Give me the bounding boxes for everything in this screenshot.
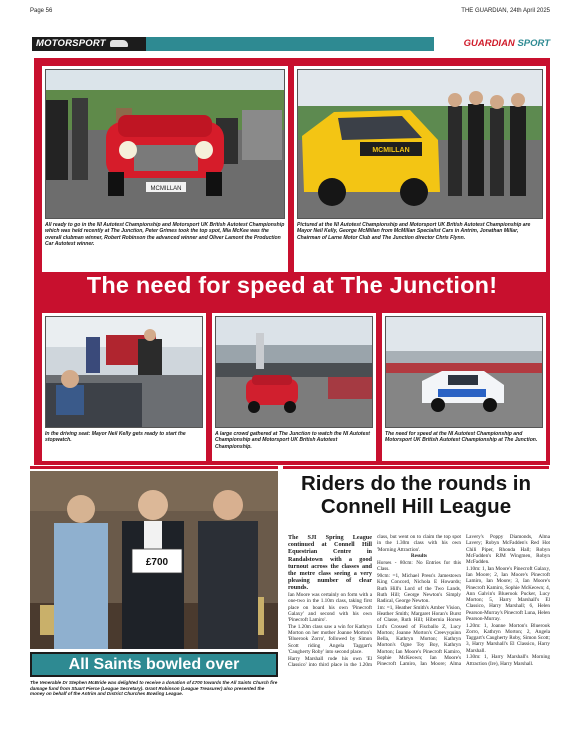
caption-bowling-donation: The Venerable Dr Stephen McBride was delighted to receive a donation of £700 towards the All Saints Church fire damage fund from Stuart Pierce (League Secretary). Grant Robinson (League Treasurer) also presented the money on behalf of the Antrim and District Churches Bowling League. bbox=[30, 680, 278, 697]
page-date: THE GUARDIAN, 24th April 2025 bbox=[461, 8, 550, 14]
caption-autotest-winners: All ready to go in the NI Autotest Championship and Motorsport UK British Autotest Championship which was held recently at The Junction, Peter Grimes took the top spot, Mia McKee was the overall clubman winner, Robert Robinson the advanced winner and Oliver Lamont the Production Car Autotest winner. bbox=[45, 222, 285, 247]
result-entry: Horses - 80cm: No Entries for this Class. bbox=[377, 560, 461, 573]
photo-crowd bbox=[215, 316, 373, 428]
article-paragraph: Ian Moore was certainly on form with a one-two in the 1.10m class, taking first place on board his own 'Pinecroft Galaxy' and second with his own 'Pinecroft Lamiro'. bbox=[288, 592, 372, 624]
result-entry: 90cm: =1, Michael Press's Jamestown King Concord, Nichola E Howards; Ruth Hill's Lord of the Two Lands, Ruth Hill; George Newton's Simply Radical, George Newton. bbox=[377, 573, 461, 604]
cheque-amount: £700 bbox=[145, 557, 169, 568]
motorsport-label: MOTORSPORT bbox=[32, 37, 146, 51]
results-heading: Results bbox=[410, 553, 428, 560]
photo-box-1 bbox=[42, 66, 288, 272]
red-rule-riders bbox=[283, 466, 549, 469]
red-rule bbox=[30, 466, 278, 469]
article-lead: The SJI Spring League continued at Connell Hill Equestrian Centre in Randalstown with a good turnout across the classes and the metre class seeing a very pleasing number of clear rounds. bbox=[288, 534, 372, 592]
photo-racing-car bbox=[385, 316, 543, 428]
photo-red-mini bbox=[45, 69, 285, 219]
photo-box-3 bbox=[42, 313, 206, 461]
riders-headline: Riders do the rounds in Connell Hill League bbox=[300, 472, 532, 518]
caption-driving-seat: In the driving seat: Mayor Neil Kelly gets ready to start the stopwatch. bbox=[45, 431, 186, 444]
section-masthead bbox=[32, 37, 552, 51]
car-icon bbox=[110, 40, 128, 47]
masthead-rule bbox=[146, 37, 434, 51]
result-entry: 1.20m: 1, Joanne Morton's Bluerook Zorro, Kathryn Morton; 2, Angela Taggart's Caugherty Roby, Simon Scott; 3, Harry Marshall's El Classico, Harry Marshall. bbox=[466, 622, 550, 654]
sponsor-decal: MCMILLAN bbox=[372, 147, 410, 154]
page-number: Page 56 bbox=[30, 8, 53, 14]
feature-panel bbox=[34, 58, 550, 465]
result-entry: 1m: =1, Heather Smith's Amber Vision, Heather Smith; Margaret Horan's Burst of Classe, Ruth Hill; Hibernia Horses Ltd's Crossed of Fiscballo Z, Lucy Morton; Joanne Morton's Creevyquinn Bella, Kathryn Morton; Kathryn Morton's Ogne Toy Boy, Kathryn Morton; Ian Moore's Pinecroft Kamiro, Sophie McKeown; Ian Moore's Pinecroft Lamiro, Ian Moore; Alma Lavery's Poppy Diamonds, Alma Lavery; Robyn McFadden's Red Hot Chili Piper, Rhonda Hall; Robyn McFadden's RJM Wingmen, Robyn McFadden. bbox=[377, 534, 550, 667]
caption-crowd: A large crowd gathered at The Junction to watch the NI Autotest Championship and Motorsport UK British Autotest Championship. bbox=[215, 431, 370, 450]
photo-box-4 bbox=[212, 313, 376, 461]
feature-headline: The need for speed at The Junction! bbox=[86, 272, 498, 298]
photo-box-5 bbox=[382, 313, 546, 461]
photo-mayor-driving bbox=[45, 316, 203, 428]
photo-box-2 bbox=[294, 66, 546, 272]
result-entry: 1.30m: 1, Harry Marshall's Morning Attraction (Ire), Harry Marshall. bbox=[466, 654, 550, 667]
article-paragraph: The 1.20m class saw a win for Kathryn Morton on her mother Joanne Morton's 'Bluerook Zorro', followed by Simon Scott riding Angela Taggart's 'Caugherty Roby' into second place. bbox=[288, 623, 372, 655]
photo-yellow-car bbox=[297, 69, 543, 219]
guardian-sport-logo: GUARDIAN SPORT bbox=[463, 38, 550, 49]
article-paragraph: Harry Marshall rode his own 'El Classico' into third place in the 1.20m class, but went on to claim the top spot in the 1.30m class with his own 'Morning Attraction'. bbox=[288, 534, 461, 668]
caption-mayor-group: Pictured at the NI Autotest Championship and Motorsport UK British Autotest Championship are Mayor Neil Kelly, George McMillan from McMillan Specialist Cars in Antrim, Jonathan Millar, Chairman of Larne Motor Club and The Junction director Chris Flynn. bbox=[297, 222, 531, 241]
number-plate: MCMILLAN bbox=[150, 186, 182, 192]
caption-need-for-speed: The need for speed at the NI Autotest Championship and Motorsport UK British Autotest Championship at The Junction. bbox=[385, 431, 538, 444]
result-entry: 1.10m: 1, Ian Moore's Pinecroft Galaxy, Ian Moore; 2, Ian Moore's Pinecroft Lamiro, Ian Moore; 3, Ian Moore's Pinecroft Kamiro, Sophie McKeown; 4, Ann Galvin's Bluerook Pucker, Lucy Morton; 5, Harry Marshall's El Classico, Harry Marshall; 6, Helen Pearson-Murray's Pinecroft Luna, Helen Pearson-Murray. bbox=[466, 565, 550, 622]
riders-article bbox=[288, 534, 550, 692]
photo-cheque-presentation bbox=[30, 471, 278, 649]
bowled-banner: All Saints bowled over bbox=[30, 652, 278, 677]
